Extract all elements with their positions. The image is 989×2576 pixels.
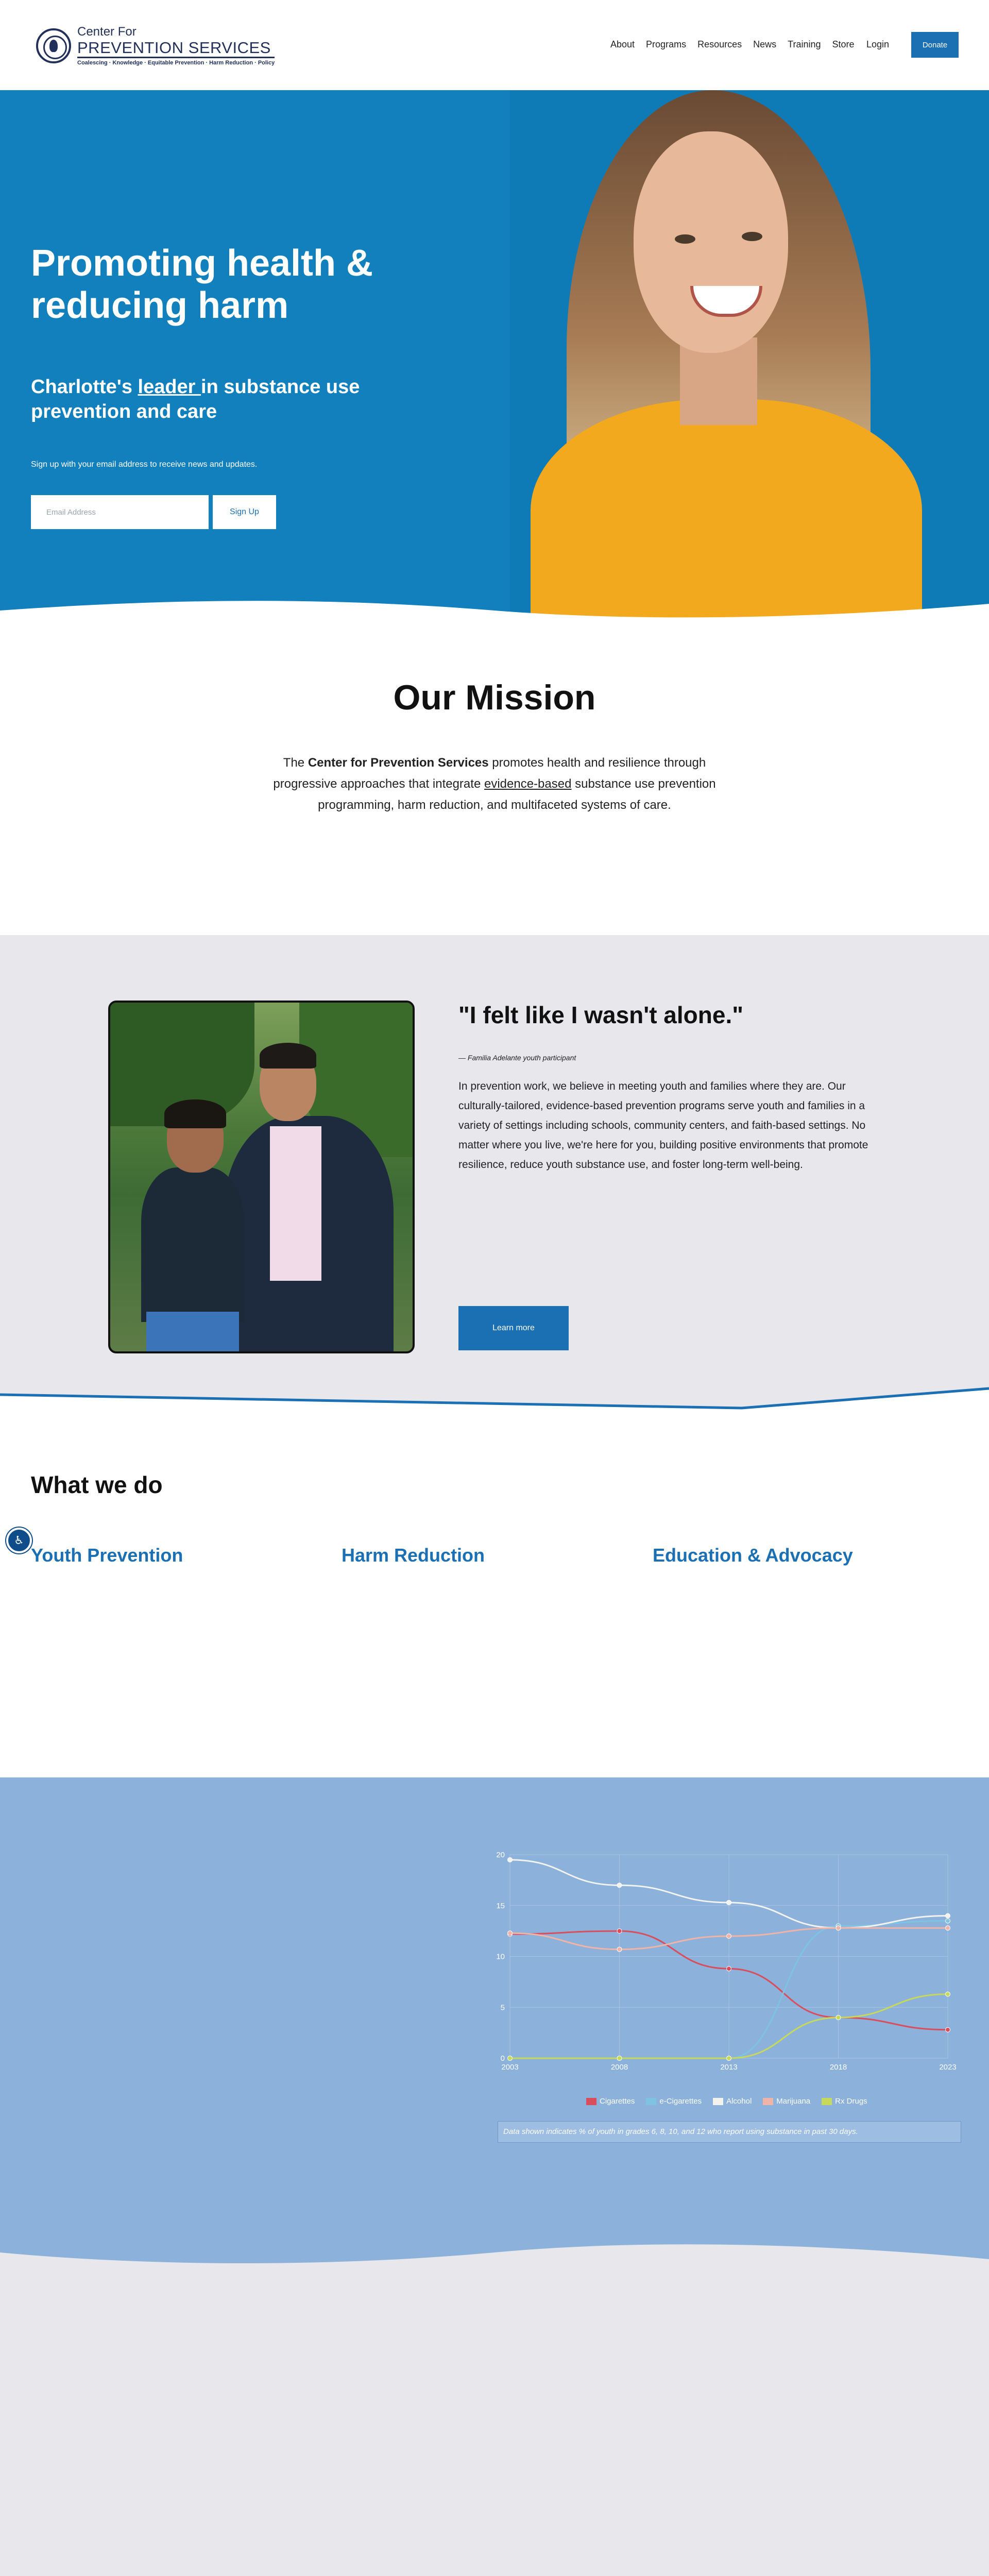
evidence-based-link[interactable]: evidence-based — [484, 777, 572, 791]
testimonial-section — [0, 935, 989, 1419]
nav-training[interactable]: Training — [788, 39, 821, 49]
email-input[interactable] — [31, 495, 209, 529]
mission-text-3: substance use prevention programming, harm reduction, and multifaceted systems of care. — [318, 777, 716, 812]
site-logo[interactable] — [36, 25, 275, 66]
testimonial-quote: "I felt like I wasn't alone." — [458, 1002, 744, 1028]
nav-store[interactable]: Store — [832, 39, 855, 49]
legend-label: e-Cigarettes — [659, 2097, 702, 2106]
learn-more-button[interactable]: Learn more — [458, 1306, 569, 1350]
chart-note: Data shown indicates % of youth in grades 6, 8, 10, and 12 who report using substance in past 30 days. — [498, 2121, 961, 2143]
mission-text-2: promotes health and resilience through progressive approaches that integrate — [273, 756, 706, 791]
site-header — [0, 0, 989, 90]
accessibility-icon[interactable] — [6, 1528, 32, 1553]
data-point — [946, 2027, 950, 2032]
y-tick-label: 0 — [500, 2054, 505, 2063]
data-point — [946, 1926, 950, 1930]
hero-wave-divider — [0, 598, 989, 629]
legend-swatch — [586, 2098, 596, 2105]
data-point — [508, 1931, 513, 1936]
mission-title: Our Mission — [393, 678, 596, 717]
hero-leader-link[interactable]: leader — [138, 376, 201, 398]
data-point — [946, 1913, 950, 1918]
photo-son-jeans — [146, 1312, 239, 1353]
hero-photo-eye — [675, 234, 695, 244]
data-point — [508, 1857, 513, 1862]
service-harm-reduction[interactable]: Harm Reduction — [342, 1545, 485, 1566]
nav-news[interactable]: News — [753, 39, 777, 49]
legend-label: Cigarettes — [600, 2097, 635, 2106]
testimonial-photo — [108, 1001, 415, 1353]
photo-father-shirt — [270, 1126, 321, 1281]
data-point — [727, 1900, 731, 1905]
hero-photo-face — [634, 131, 788, 353]
x-tick-label: 2003 — [501, 2063, 519, 2072]
legend-label: Rx Drugs — [835, 2097, 867, 2106]
x-tick-label: 2023 — [939, 2063, 957, 2072]
logo-line2: PREVENTION SERVICES — [77, 39, 271, 57]
what-we-do-section — [0, 1419, 989, 1777]
legend-swatch — [822, 2098, 832, 2105]
legend-item[interactable] — [822, 2097, 867, 2106]
data-point — [946, 1919, 950, 1923]
data-point — [946, 1992, 950, 1996]
legend-swatch — [713, 2098, 723, 2105]
logo-emblem-icon — [36, 28, 71, 63]
hero-subtitle-post: in substance use prevention and care — [31, 376, 360, 422]
signup-button[interactable]: Sign Up — [213, 495, 276, 529]
service-education-advocacy[interactable]: Education & Advocacy — [653, 1545, 853, 1566]
legend-label: Alcohol — [726, 2097, 752, 2106]
hero-title: Promoting health & reducing harm — [31, 243, 373, 326]
data-point — [727, 2056, 731, 2061]
legend-item[interactable] — [586, 2097, 635, 2106]
mission-section — [0, 629, 989, 935]
data-point — [617, 1947, 622, 1952]
legend-item[interactable] — [646, 2097, 702, 2106]
service-youth-prevention[interactable]: Youth Prevention — [31, 1545, 183, 1566]
photo-son-hair — [164, 1099, 226, 1128]
nav-programs[interactable]: Programs — [646, 39, 687, 49]
data-point — [727, 1967, 731, 1971]
hero-subtitle — [31, 375, 443, 424]
hero-subtitle-pre: Charlotte's — [31, 376, 138, 398]
signup-text: Sign up with your email address to receive news and updates. — [31, 460, 258, 469]
legend-swatch — [763, 2098, 773, 2105]
mission-text — [263, 752, 726, 816]
nav-resources[interactable]: Resources — [697, 39, 742, 49]
hero-photo-shirt — [531, 399, 922, 629]
donate-button[interactable]: Donate — [911, 32, 959, 58]
hero-section — [0, 90, 989, 629]
testimonial-body: In prevention work, we believe in meeting youth and families where they are. Our culturally-tailored, evidence-based prevention programs serve youth and families in a variety of settings including schools, community centers, and faith-based settings. No matter where you live, we're here for you, building positive environments that promote resilience, reduce youth substance use, and foster long-term well-being. — [458, 1080, 868, 1171]
y-tick-label: 20 — [496, 1851, 505, 1859]
data-point — [617, 1883, 622, 1888]
login-link[interactable]: Login — [866, 39, 890, 49]
empty-section — [0, 2272, 989, 2576]
y-tick-label: 15 — [496, 1901, 505, 1910]
logo-text — [77, 25, 275, 66]
y-tick-label: 5 — [500, 2003, 505, 2012]
substance-use-chart — [484, 1839, 963, 2128]
data-chart-section — [0, 1777, 989, 2272]
x-tick-label: 2008 — [610, 2063, 628, 2072]
mission-text-1: The — [283, 756, 308, 770]
section-divider — [0, 1383, 989, 1419]
hero-photo-eye — [742, 232, 762, 241]
main-nav — [610, 39, 855, 50]
x-tick-label: 2018 — [829, 2063, 847, 2072]
logo-line1: Center For — [77, 25, 137, 39]
data-point — [617, 1929, 622, 1934]
chart-wave-divider — [0, 2236, 989, 2272]
legend-item[interactable] — [713, 2097, 752, 2106]
photo-son — [141, 1167, 244, 1322]
photo-father-hair — [260, 1043, 316, 1069]
mission-org-name: Center for Prevention Services — [308, 756, 489, 770]
legend-item[interactable] — [763, 2097, 810, 2106]
testimonial-source: — Familia Adelante youth participant — [458, 1054, 576, 1062]
y-tick-label: 10 — [496, 1952, 505, 1961]
logo-tagline: Coalescing · Knowledge · Equitable Prevention · Harm Reduction · Policy — [77, 57, 275, 66]
data-point — [508, 2056, 513, 2061]
data-point — [617, 2056, 622, 2061]
what-we-do-title: What we do — [31, 1471, 163, 1498]
legend-swatch — [646, 2098, 656, 2105]
chart-legend — [586, 2097, 867, 2106]
data-point — [836, 2015, 841, 2020]
data-point — [727, 1934, 731, 1939]
nav-about[interactable]: About — [610, 39, 635, 49]
legend-label: Marijuana — [776, 2097, 811, 2106]
x-tick-label: 2013 — [720, 2063, 738, 2072]
data-point — [836, 1926, 841, 1930]
